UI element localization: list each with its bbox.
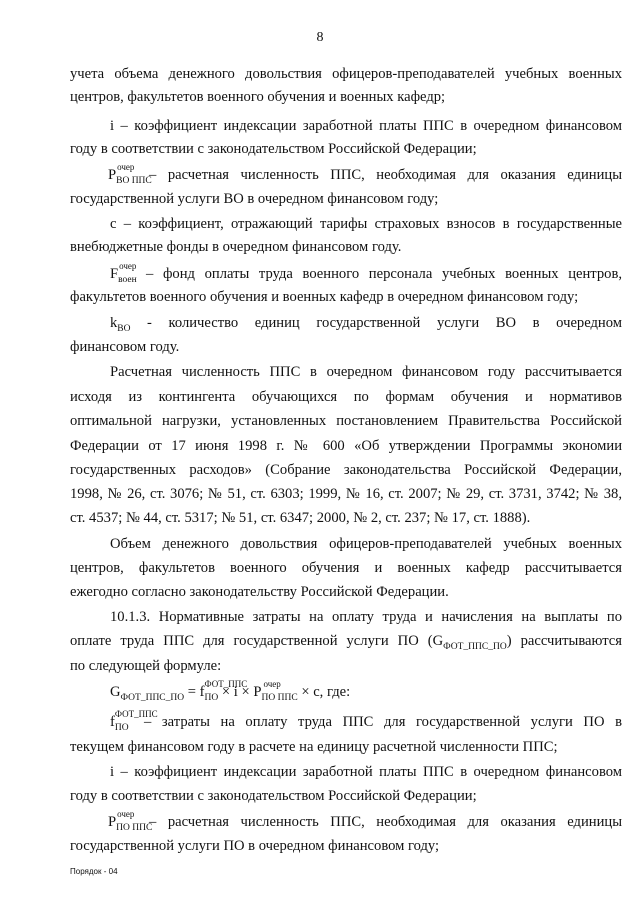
text-line: государственных расходов» (Собрание законодательства Российской Федерации, <box>70 462 622 478</box>
text-line: c – коэффициент, отражающий тарифы страховых взносов в государственные <box>110 216 622 232</box>
text-line: году в соответствии с законодательством Российской Федерации; <box>70 788 477 804</box>
text-line: по следующей формуле: <box>70 658 222 674</box>
text-line: – расчетная численность ППС, необходимая для оказания единицы <box>149 167 622 183</box>
text-line: центров, факультетов военного обучения и военных кафедр; <box>70 89 446 105</box>
text-line: году в соответствии с законодательством Российской Федерации; <box>70 141 477 157</box>
symbol-p-vo: P очер $_{ВО ППС}$ <box>108 162 152 186</box>
text-line: Федерации от 17 июня 1998 г. № 600 «Об утверждении Программы экономии <box>70 438 622 454</box>
text-line: Объем денежного довольствия офицеров-преподавателей учебных военных <box>110 536 622 552</box>
text-line: учета объема денежного довольствия офицеров-преподавателей учебных военных <box>70 66 622 82</box>
symbol-k-vo: $k_{ВО}$ <box>110 315 131 334</box>
text-line: – фонд оплаты труда военного персонала учебных военных центров, <box>146 266 622 282</box>
text-line: ст. 4537; № 44, ст. 5317; № 51, ст. 6347; 2000, № 2, ст. 237; № 17, ст. 1888). <box>70 510 531 526</box>
text-line: – затраты на оплату труда ППС для государственной услуги ПО в <box>144 714 622 730</box>
text-line: внебюджетные фонды в очередном финансовом году. <box>70 239 402 255</box>
text-line: текущем финансовом году в расчете на единицу расчетной численности ППС; <box>70 739 558 755</box>
text-line: - количество единиц государственной услуги ВО в очередном <box>147 315 622 331</box>
text-line: факультетов военного обучения и военных кафедр в очередном финансовом году; <box>70 289 579 305</box>
symbol-f-voen: F очер $_{воен}$ <box>110 261 137 285</box>
text-line: государственной услуги ВО в очередном финансовом году; <box>70 191 439 207</box>
text-line: Расчетная численность ППС в очередном финансовом году рассчитывается <box>110 364 622 380</box>
text-line: исходя из контингента обучающихся по формам обучения и нормативов <box>70 389 622 405</box>
page-number: 8 <box>316 30 324 45</box>
text-line: центров, факультетов военного обучения и военных кафедр рассчитывается <box>70 560 622 576</box>
text-line: оптимальной нагрузки, установленных постановлением Правительства Российской <box>70 413 622 429</box>
line-with-g-symbol: оплате труда ППС для государственной услуги ПО $(G_{ФОТ\_ППС\_ПО})$ рассчитываются <box>70 633 622 652</box>
text-line: i – коэффициент индексации заработной платы ППС в очередном финансовом <box>110 764 622 780</box>
text-line: 1998, № 26, ст. 3076; № 51, ст. 6303; 1999, № 16, ст. 2007; № 29, ст. 3731, 3742; № 38, <box>70 486 622 502</box>
text-line: – расчетная численность ППС, необходимая для оказания единицы <box>149 814 622 830</box>
text-line: финансовом году. <box>70 339 180 355</box>
text-line: ежегодно согласно законодательству Российской Федерации. <box>70 584 449 600</box>
symbol-p-po: P очер $_{ПО ППС}$ <box>108 809 153 833</box>
footer-label: Порядок - 04 <box>70 867 118 876</box>
formula: $G_{ФОТ\_ППС\_ПО} = f$ ФОТ_ППС $_{ПО}$ × i × P очер $_{ПО ППС}$ × c, где: <box>110 679 351 703</box>
text-line: 10.1.3. Нормативные затраты на оплату труда и начисления на выплаты по <box>110 609 622 625</box>
symbol-f-po: f ФОТ_ППС $_{ПО}$ <box>110 709 158 733</box>
text-line: i – коэффициент индексации заработной платы ППС в очередном финансовом <box>110 118 622 134</box>
text-line: государственной услуги ПО в очередном финансовом году; <box>70 838 440 854</box>
